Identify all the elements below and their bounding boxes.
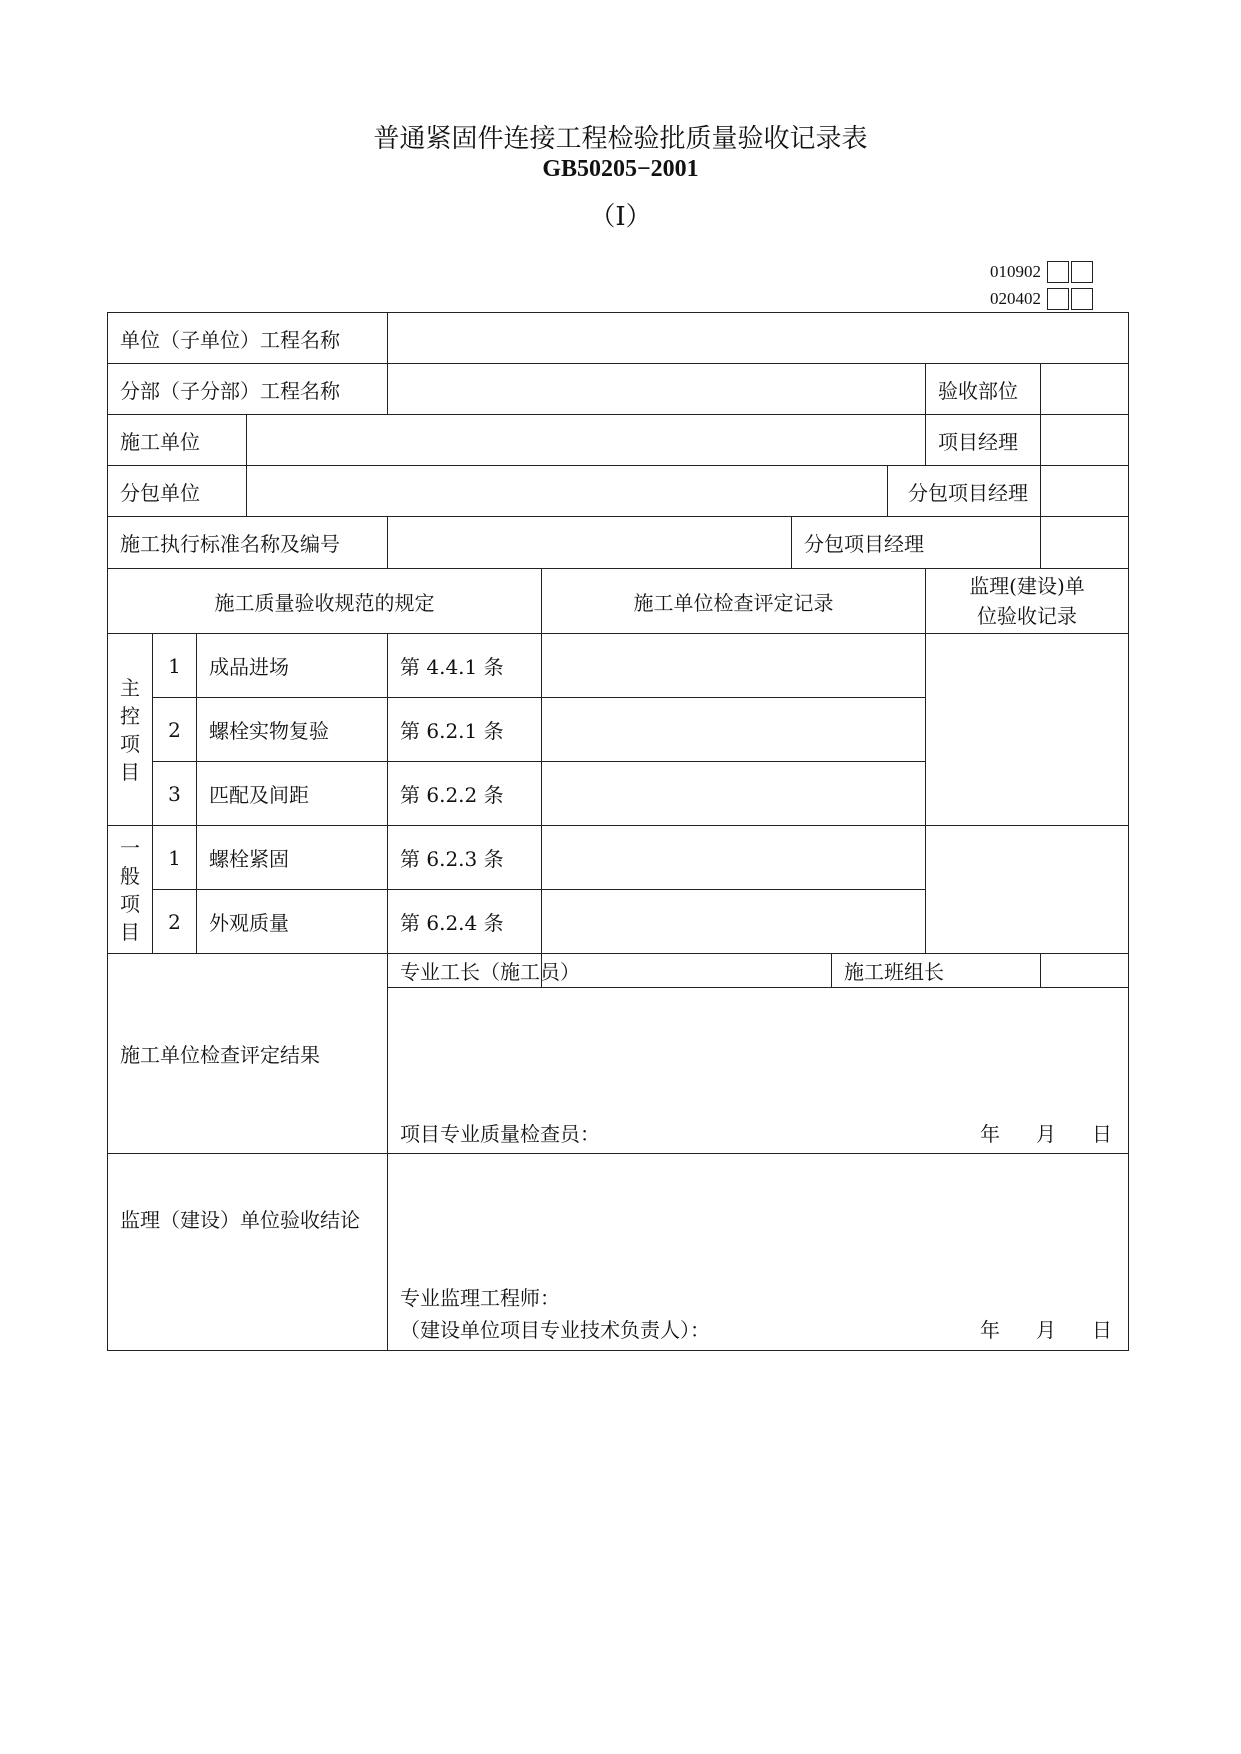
accept-part-label: 验收部位 (926, 364, 1041, 415)
engineer-label: 专业监理工程师： (400, 1286, 560, 1310)
code-box[interactable] (1047, 288, 1069, 310)
conclusion-day: 日 (1092, 1318, 1112, 1342)
code-box[interactable] (1047, 261, 1069, 283)
spec-header: 施工质量验收规范的规定 (108, 569, 542, 634)
construction-unit-label: 施工单位 (108, 415, 247, 466)
subcontract-unit-label: 分包单位 (108, 466, 247, 517)
team-leader-label: 施工班组长 (832, 954, 1041, 988)
conclusion-month: 月 (1036, 1318, 1056, 1342)
item-number: 3 (153, 762, 197, 826)
code-row (990, 258, 1093, 285)
team-leader-value[interactable] (1041, 954, 1129, 988)
subcontract-pm-label: 分包项目经理 (888, 466, 1041, 517)
item-clause: 第 6.2.1 条 (388, 698, 542, 762)
record-header: 施工单位检查评定记录 (542, 569, 926, 634)
result-label: 施工单位检查评定结果 (108, 954, 388, 1154)
item-name: 螺栓紧固 (197, 826, 388, 890)
item-name: 成品进场 (197, 634, 388, 698)
unit-name-label: 单位（子单位）工程名称 (108, 313, 388, 364)
main-items-group-label: 主控项目 (120, 675, 140, 784)
table-row (108, 826, 1129, 890)
owner-label: （建设单位项目专业技术负责人）： (400, 1318, 710, 1342)
conclusion-year: 年 (980, 1318, 1000, 1342)
form-title: 普通紧固件连接工程检验批质量验收记录表 (373, 124, 868, 154)
general-items-group (108, 826, 153, 954)
standard-value[interactable] (388, 517, 792, 569)
item-number: 1 (153, 634, 197, 698)
foreman-label: 专业工长（施工员） (388, 954, 542, 988)
construction-unit-value[interactable] (247, 415, 926, 466)
conclusion-date (980, 1314, 1116, 1346)
general-supervise-record[interactable] (926, 826, 1129, 954)
sub-name-value[interactable] (388, 364, 926, 415)
item-number: 2 (153, 698, 197, 762)
result-year: 年 (980, 1122, 1000, 1146)
form-codes (990, 258, 1093, 312)
table-row (108, 634, 1129, 698)
standard-label: 施工执行标准名称及编号 (108, 517, 388, 569)
general-items-group-label: 一般项目 (120, 835, 140, 944)
inspector-label: 项目专业质量检查员： (400, 1122, 600, 1146)
supervise-header-line2: 位验收记录 (977, 604, 1077, 628)
standard-code: GB50205−2001 (542, 156, 699, 182)
item-record[interactable] (542, 826, 926, 890)
code-box[interactable] (1071, 261, 1093, 283)
item-record[interactable] (542, 762, 926, 826)
item-clause: 第 4.4.1 条 (388, 634, 542, 698)
subcontract-pm-value[interactable] (1041, 466, 1129, 517)
item-record[interactable] (542, 698, 926, 762)
item-clause: 第 6.2.3 条 (388, 826, 542, 890)
result-sign-cell[interactable] (388, 988, 1129, 1154)
unit-name-value[interactable] (388, 313, 1129, 364)
foreman-value[interactable] (542, 954, 832, 988)
item-clause: 第 6.2.4 条 (388, 890, 542, 954)
inspection-form (107, 312, 1129, 1351)
conclusion-sign-cell[interactable] (388, 1154, 1129, 1351)
main-supervise-record[interactable] (926, 634, 1129, 826)
supervise-header-line1: 监理(建设)单 (969, 574, 1085, 598)
main-items-group (108, 634, 153, 826)
supervise-header (926, 569, 1129, 634)
accept-part-value[interactable] (1041, 364, 1129, 415)
project-manager-value[interactable] (1041, 415, 1129, 466)
item-record[interactable] (542, 634, 926, 698)
result-day: 日 (1092, 1122, 1112, 1146)
result-month: 月 (1036, 1122, 1056, 1146)
item-number: 2 (153, 890, 197, 954)
project-manager-label: 项目经理 (926, 415, 1041, 466)
code-number: 010902 (990, 262, 1041, 281)
part-number: （Ⅰ） (589, 202, 652, 232)
code-row (990, 285, 1093, 312)
subcontract-pm-value-2[interactable] (1041, 517, 1129, 569)
item-name: 螺栓实物复验 (197, 698, 388, 762)
conclusion-label: 监理（建设）单位验收结论 (108, 1154, 388, 1351)
result-date (980, 1118, 1116, 1147)
item-number: 1 (153, 826, 197, 890)
item-name: 外观质量 (197, 890, 388, 954)
item-clause: 第 6.2.2 条 (388, 762, 542, 826)
item-record[interactable] (542, 890, 926, 954)
code-number: 020402 (990, 289, 1041, 308)
subcontract-unit-value[interactable] (247, 466, 888, 517)
code-box[interactable] (1071, 288, 1093, 310)
sub-name-label: 分部（子分部）工程名称 (108, 364, 388, 415)
subcontract-pm-label-2: 分包项目经理 (792, 517, 1041, 569)
item-name: 匹配及间距 (197, 762, 388, 826)
